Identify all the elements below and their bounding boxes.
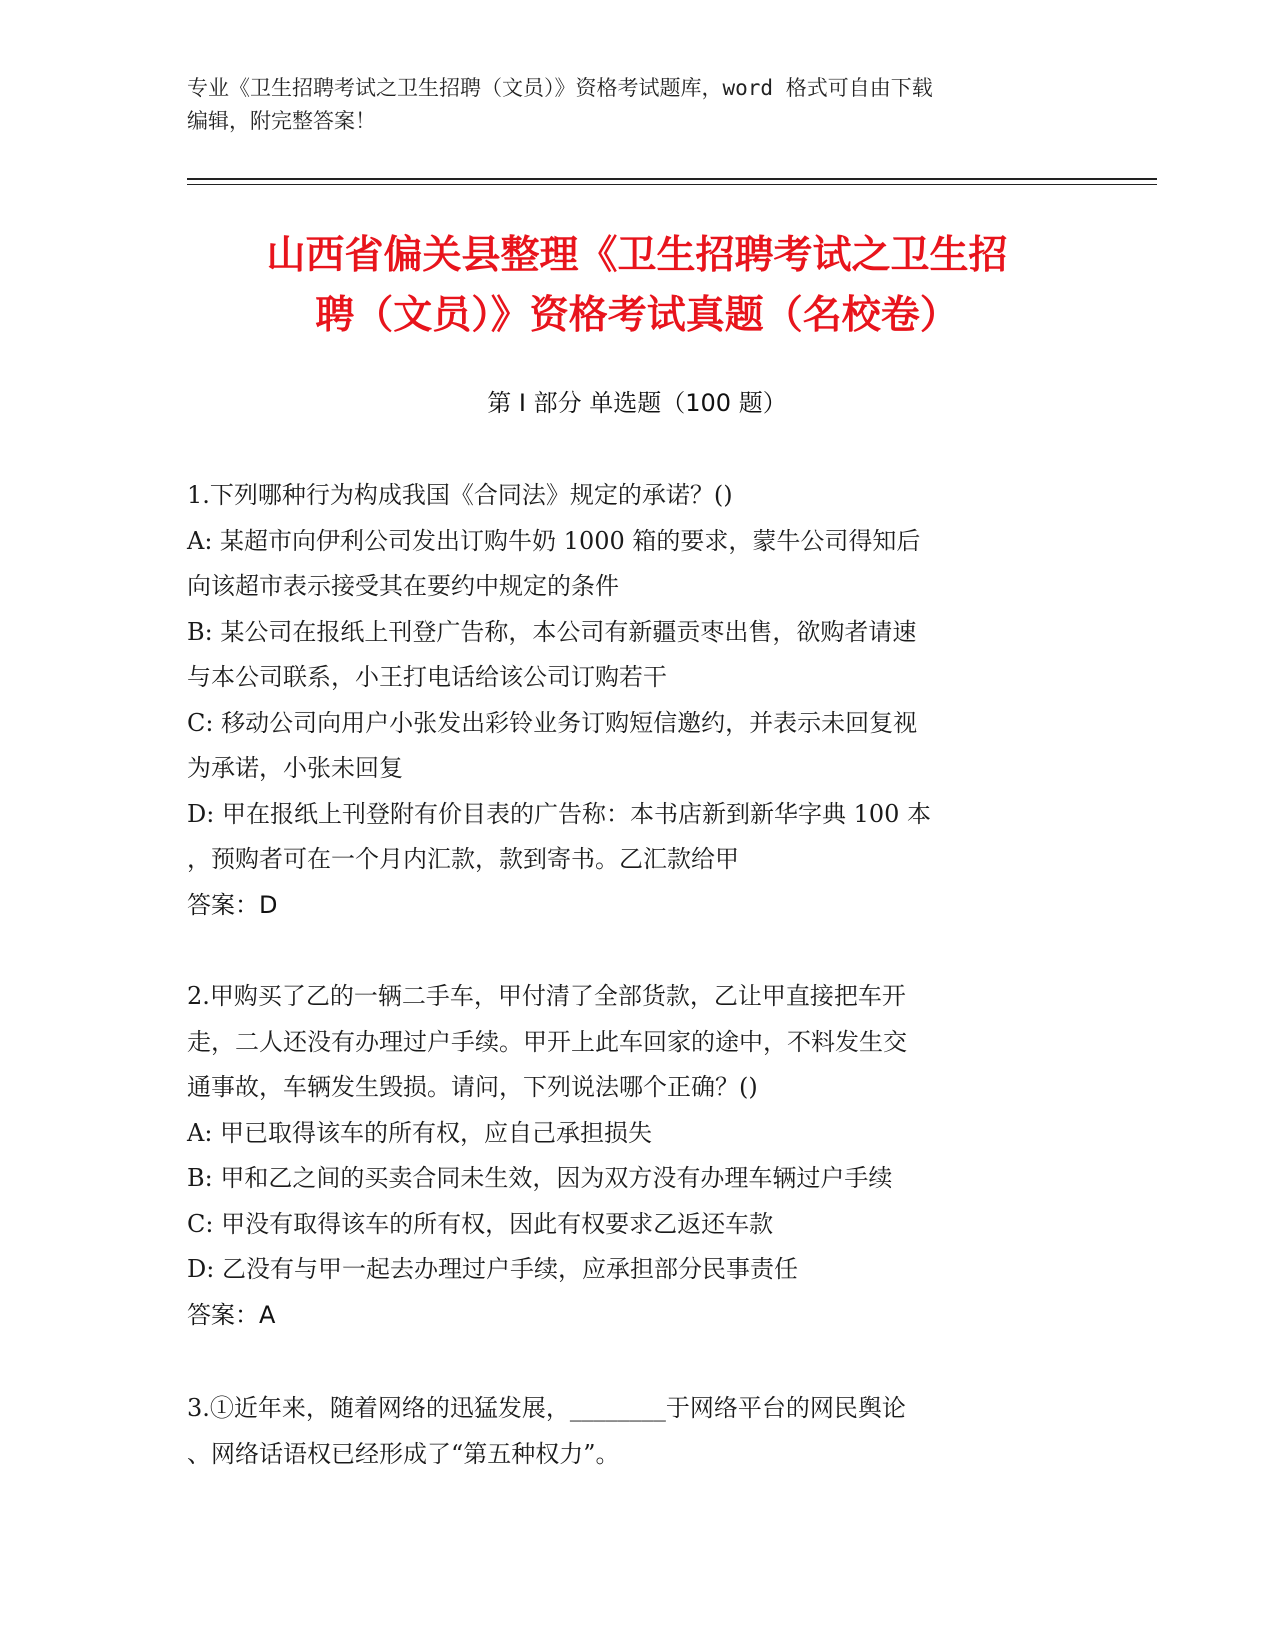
option-b-cont: 与本公司联系，小王打电话给该公司订购若干 <box>187 663 667 691</box>
question-stem: 3.①近年来，随着网络的迅猛发展，________于网络平台的网民舆论 <box>187 1394 906 1422</box>
question-1 <box>187 473 1087 928</box>
question-3 <box>187 1386 1087 1477</box>
option-d: D: 乙没有与甲一起去办理过户手续，应承担部分民事责任 <box>187 1255 798 1283</box>
question-stem: 1.下列哪种行为构成我国《合同法》规定的承诺？() <box>187 481 733 509</box>
option-c-cont: 为承诺，小张未回复 <box>187 754 403 782</box>
header-note <box>187 72 1087 138</box>
question-stem-cont: 走，二人还没有办理过户手续。甲开上此车回家的途中，不料发生交 <box>187 1027 907 1056</box>
question-stem-cont: 通事故，车辆发生毁损。请问，下列说法哪个正确？() <box>187 1073 758 1101</box>
question-stem: 2.甲购买了乙的一辆二手车，甲付清了全部货款，乙让甲直接把车开 <box>187 982 906 1010</box>
option-a: A: 甲已取得该车的所有权，应自己承担损失 <box>187 1118 653 1147</box>
option-a-cont: 向该超市表示接受其在要约中规定的条件 <box>187 572 619 600</box>
document-title <box>187 226 1087 346</box>
option-a: A: 某超市向伊利公司发出订购牛奶 1000 箱的要求，蒙牛公司得知后 <box>187 526 921 555</box>
option-d: D: 甲在报纸上刊登附有价目表的广告称：本书店新到新华字典 100 本 <box>187 799 932 828</box>
question-2 <box>187 974 1087 1338</box>
document-title-line: 聘（文员）》资格考试真题（名校卷） <box>315 293 959 338</box>
header-note-line: 编辑，附完整答案！ <box>187 109 376 133</box>
section-title: 第 I 部分 单选题（100 题） <box>487 389 787 417</box>
option-c: C: 移动公司向用户小张发出彩铃业务订购短信邀约，并表示未回复视 <box>187 708 918 737</box>
document-title-line: 山西省偏关县整理《卫生招聘考试之卫生招 <box>266 233 1008 278</box>
option-b: B: 甲和乙之间的买卖合同未生效，因为双方没有办理车辆过户手续 <box>187 1164 893 1192</box>
header-note-line: 专业《卫生招聘考试之卫生招聘（文员）》资格考试题库，word 格式可自由下载 <box>187 76 933 100</box>
header-divider-thin <box>187 184 1157 185</box>
option-b: B: 某公司在报纸上刊登广告称，本公司有新疆贡枣出售，欲购者请速 <box>187 617 917 646</box>
option-c: C: 甲没有取得该车的所有权，因此有权要求乙返还车款 <box>187 1209 774 1238</box>
header-divider <box>187 178 1157 180</box>
answer: 答案：A <box>187 1300 276 1329</box>
answer: 答案：D <box>187 890 278 919</box>
question-stem-cont: 、网络话语权已经形成了“第五种权力”。 <box>187 1439 620 1468</box>
option-d-cont: ，预购者可在一个月内汇款，款到寄书。乙汇款给甲 <box>187 845 739 873</box>
